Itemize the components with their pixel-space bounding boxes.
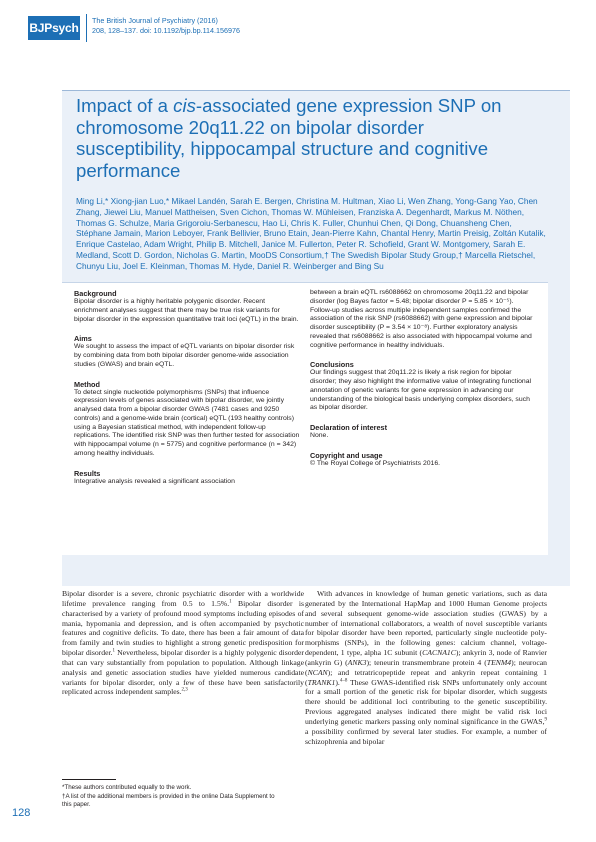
results-heading: Results — [74, 468, 101, 478]
aims-text: We sought to assess the impact of eQTL variants on bipolar disorder risk by combining data from both bipolar disorder genome-wide association studies (GWAS) and brain eQTL. — [74, 343, 295, 368]
background-text: Bipolar disorder is a highly heritable polygenic disorder. Recent enrichment analyses suggest that there may be true risk variants for bipolar disorder in the expression quantitative trait loci (eQTL) in the brain. — [74, 298, 299, 323]
results-text: Integrative analysis revealed a significant association — [74, 477, 235, 485]
journal-name: The British Journal of Psychiatry (2016) — [92, 16, 218, 25]
page-number: 128 — [12, 807, 31, 819]
header-divider — [86, 14, 87, 42]
background-heading: Background — [74, 289, 117, 298]
footnotes — [62, 784, 282, 810]
aims-heading: Aims — [74, 334, 92, 344]
article-title: Impact of a cis-associated gene expression SNP on chromosome 20q11.22 on bipolar disorder susceptibility, hippocampal structure and cognitive performance — [76, 95, 502, 181]
abstract-right-column — [310, 289, 536, 473]
footnote-rule — [62, 779, 116, 780]
method-heading: Method — [74, 379, 100, 389]
author-list: Ming Li,* Xiong-jian Luo,* Mikael Landén, Sarah E. Bergen, Christina M. Hultman, Xiao Li, Wen Zhang, Yong-Gang Yao, Chen Zhang, Jiewei Liu, Manuel Mattheisen, Sven Cichon, Thomas W. Mühleisen, Franziska A. Degenhardt, Markus M. Nöthen, Thomas G. Schulze, Maria Grigoroiu-Serbanescu, Hao Li, Chris K. Fuller, Chunhui Chen, Qi Dong, Chuansheng Chen, Stéphane Jamain, Marion Leboyer, Frank Bellivier, Bruno Etain, Jean-Pierre Kahn, Chantal Henry, Martin Preisig, Zoltán Kutalik, Enrique Castelao, Adam Wright, Philip B. Mitchell, Janice M. Fullerton, Peter R. Schofield, Grant W. Montgomery, Sarah E. Medland, Scott D. Gordon, Nicholas G. Martin, MooDS Consortium,† The Swedish Bipolar Study Group,† Marcella Rietschel, Chunyu Liu, Joel E. Kleinman, Thomas M. Hyde, Daniel R. Weinberger and Bing Su — [76, 196, 546, 271]
method-text: To detect single nucleotide polymorphisms (SNPs) that influence expression levels of genes associated with bipolar disorder, we jointly analysed data from a bipolar disorder GWAS (7481 cases and 9250 controls) and a genome-wide brain (cortical) eQTL (193 healthy controls) using a Bayesian statistical method, with independent follow-up replications. The identified risk SNP was then further tested for association with hippocampal volume (n = 5775) and cognitive performance (n = 342) among healthy individuals. — [74, 388, 300, 457]
journal-logo: BJPsych — [28, 16, 80, 40]
abstract-box — [62, 282, 548, 555]
conclusions-heading: Conclusions — [310, 360, 354, 370]
declaration-heading: Declaration of interest — [310, 423, 388, 432]
footnote-consortium-members: †A list of the additional members is provided in the online Data Supplement to this paper. — [62, 793, 275, 808]
body-paragraph: Bipolar disorder is a severe, chronic psychiatric disorder with a worldwide lifetime prevalence ranging from 0.5 to 1.5%.$^1$ Bipolar disorder is characterised by a variety of profound mood symptoms including episodes of mania, hypomania and depression, and is often accompanied by psychotic features and cognitive deficits. To date, there has been a fair amount of data from family and twin studies to highlight a strong genetic predisposition for bipolar disorder.$^1$ Nevertheless, bipolar disorder is a highly polygenic disorder that can vary substantially from population to population. Although linkage analysis and genetic association studies have yielded numerous candidate variants for bipolar disorder, only a few of these have been satisfactorily replicated across independent samples.$^{2,3}$ — [62, 589, 304, 697]
declaration-text: None. — [310, 432, 329, 439]
journal-citation: 208, 128–137. doi: 10.1192/bjp.bp.114.156976 — [92, 26, 241, 35]
copyright-text: © The Royal College of Psychiatrists 2016. — [310, 459, 441, 467]
journal-info — [92, 16, 240, 36]
footnote-equal-contribution: *These authors contributed equally to the work. — [62, 784, 192, 791]
body-column-right — [305, 589, 547, 747]
copyright-heading: Copyright and usage — [310, 450, 383, 460]
results-continued-text: between a brain eQTL rs6088662 on chromosome 20q11.22 and bipolar disorder (log Bayes factor = 5.48; bipolar disorder P = 5.85 × 10⁻⁵). Follow-up studies across multiple independent samples confirmed the association of the risk SNP (rs6088662) with gene expression and bipolar disorder susceptibility (P = 3.54 × 10⁻⁸). Further exploratory analysis revealed that rs6088662 is also associated with hippocampal volume and cognitive performance in healthy individuals. — [310, 289, 533, 349]
body-column-left — [62, 589, 304, 697]
abstract-left-column — [74, 289, 300, 490]
conclusions-text: Our findings suggest that 20q11.22 is likely a risk region for bipolar disorder; they also highlight the informative value of integrating functional annotation of genetic variants for gene expression in advancing our understanding of the biological basis underlying complex disorders, such as bipolar disorder. — [310, 369, 532, 412]
body-paragraph: With advances in knowledge of human genetic variations, such as data generated by the International HapMap and 1000 Human Genome projects and several subsequent genome-wide association studies (GWAS) by a number of international collaborators, a wealth of novel susceptible variants for bipolar disorder have been reported, particularly single nucleotide poly-morphisms (SNPs), in the following genes: calcium channel, voltage-dependent, 1 type, alpha 1C subunit (CACNA1C); ankyrin 3, node of Ranvier (ankyrin G) (ANK3); teneurin transmembrane protein 4 (TENM4); neurocan (NCAN); and tetratricopeptide repeat and ankyrin repeat containing 1 (TRANK1).$^{4-8}$ These GWAS-identified risk SNPs unfortunately only account for a small portion of the genetic risk for bipolar disorder, which suggests there should be additional loci contributing to the genetic susceptibility. Previous aggregated analyses indicated there might be valid risk loci underlying genetic markers passing only nominal significance in the GWAS,$^9$ a possibility confirmed by several later studies. For example, a number of schizophrenia and bipolar — [305, 589, 547, 746]
